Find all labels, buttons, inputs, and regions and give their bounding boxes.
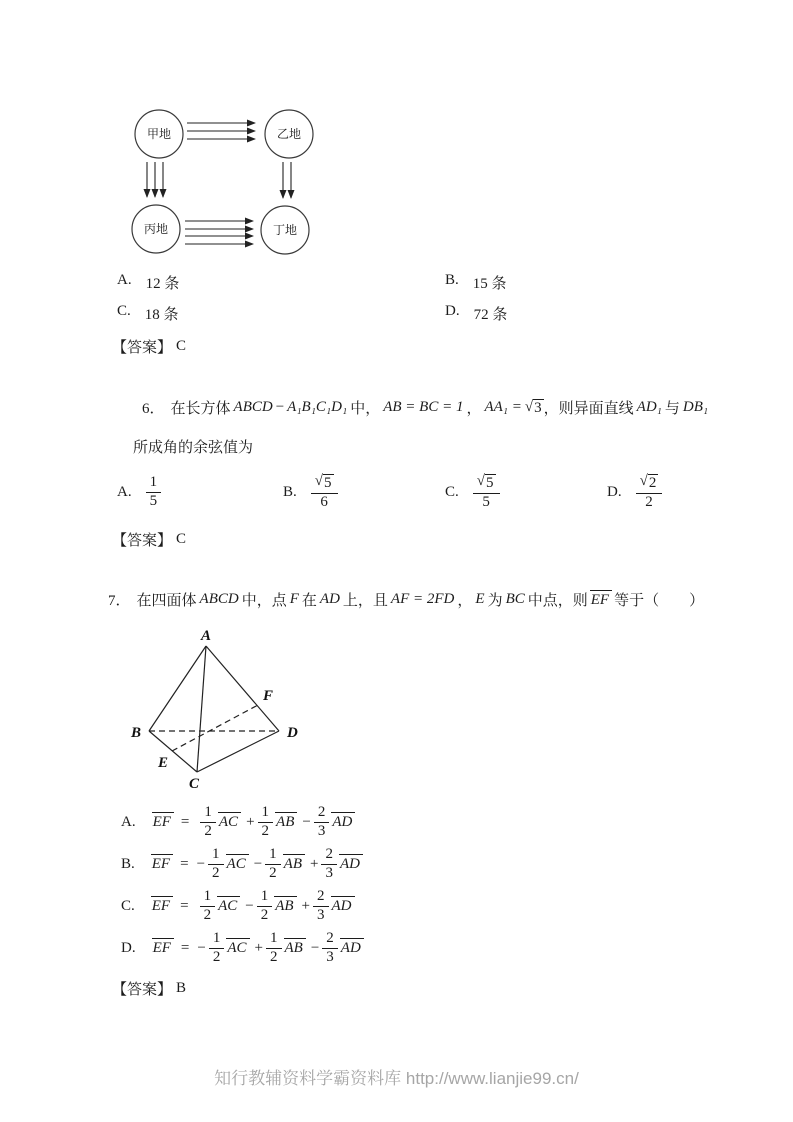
option-label: C. xyxy=(117,303,131,319)
fraction-denominator: 3 xyxy=(326,948,334,965)
answer-letter: C xyxy=(176,338,187,354)
stem-text: 中点，则 xyxy=(527,593,588,609)
option-label: D. xyxy=(121,939,136,956)
radical-sign: √ xyxy=(524,398,534,415)
node-bingdi-label: 丙地 xyxy=(143,222,169,236)
fraction xyxy=(313,889,329,924)
fraction-numerator: 1 xyxy=(200,805,216,823)
vector-ef: EF xyxy=(151,854,173,873)
option-text: 18 条 xyxy=(144,307,179,323)
edge-ac xyxy=(197,646,206,772)
vertex-label-b: B xyxy=(130,725,141,741)
arrows-jia-to-yi xyxy=(187,123,255,139)
fraction-numerator: 1 xyxy=(258,805,274,823)
fraction-numerator: 2 xyxy=(314,805,330,823)
fraction xyxy=(200,889,216,924)
term-sign: + xyxy=(254,939,263,956)
option-label: D. xyxy=(607,483,622,500)
q6-option-c xyxy=(445,468,500,516)
math-ad: AD xyxy=(319,591,340,607)
fraction-denominator: 2 xyxy=(269,864,277,881)
fraction-denominator: 5 xyxy=(482,493,490,510)
radicand: 2 xyxy=(648,474,657,491)
fraction xyxy=(321,847,337,882)
fraction-numerator: 1 xyxy=(146,475,162,493)
question-number: 7． xyxy=(108,593,131,609)
q6-stem-line2: 所成角的余弦值为 xyxy=(133,440,254,456)
arrows-bing-to-ding xyxy=(185,221,253,244)
vertex-label-e: E xyxy=(157,755,168,771)
fraction-denominator: 3 xyxy=(325,864,333,881)
option-text: 15 条 xyxy=(472,276,507,292)
option-label: C. xyxy=(445,483,459,500)
answer-prefix: 【答案】 xyxy=(112,533,173,549)
q7-stem xyxy=(108,589,704,610)
fraction-numerator: 2 xyxy=(321,847,337,865)
vector-ad: AD xyxy=(340,938,364,957)
answer-prefix: 【答案】 xyxy=(112,340,173,356)
fraction xyxy=(322,931,338,966)
stem-text: 中，点 xyxy=(241,593,287,609)
fraction-denominator: 5 xyxy=(149,492,158,509)
term-sign: − xyxy=(245,897,254,914)
tetrahedron-figure xyxy=(130,628,310,796)
edge-bc xyxy=(149,731,197,772)
stem-text: ， xyxy=(466,401,482,417)
stem-text: ， xyxy=(457,593,473,609)
stem-text: 在长方体 xyxy=(170,401,231,417)
minus-sign: − xyxy=(275,399,285,415)
option-label: B. xyxy=(121,855,135,872)
vector-ac: AC xyxy=(218,812,241,831)
math-ad1: AD₁ xyxy=(636,399,662,415)
fraction xyxy=(473,474,500,511)
fraction xyxy=(314,805,330,840)
fraction-denominator: 2 xyxy=(270,948,278,965)
fraction-numerator: 1 xyxy=(209,931,225,949)
fraction-numerator: 1 xyxy=(208,847,224,865)
stem-text: 在 xyxy=(301,593,317,609)
q6-option-d xyxy=(607,468,662,516)
q5-option-a xyxy=(117,272,179,293)
term-sign: − xyxy=(196,855,206,872)
fraction-numerator: 1 xyxy=(257,889,273,907)
fraction xyxy=(200,805,216,840)
fraction-denominator: 3 xyxy=(317,822,326,839)
math-ab-bc: AB = BC = 1 xyxy=(383,399,464,415)
answer-letter: B xyxy=(176,980,187,996)
fraction-denominator: 2 xyxy=(203,906,212,923)
vector-ab: AB xyxy=(275,812,297,831)
route-network-figure xyxy=(125,100,325,265)
math-abcd: ABCD xyxy=(199,591,239,607)
fraction-numerator xyxy=(311,474,338,494)
footer-watermark: 知行教辅资料学霸资料库 http://www.lianjie99.cn/ xyxy=(214,1069,579,1088)
radicand: 3 xyxy=(534,399,542,416)
fraction xyxy=(208,847,224,882)
fraction-numerator: 1 xyxy=(266,931,282,949)
fraction xyxy=(265,847,281,882)
vertex-label-d: D xyxy=(287,725,298,741)
math-af-2fd: AF = 2FD xyxy=(390,591,455,607)
math-f: F xyxy=(289,591,299,607)
q5-option-b xyxy=(445,272,507,293)
stem-text: 等于（ ） xyxy=(614,593,705,609)
equals-sign: = xyxy=(180,855,189,872)
math-aa1: AA₁ = xyxy=(484,399,522,415)
term-sign: − xyxy=(253,855,263,872)
vector-ab: AB xyxy=(284,938,306,957)
option-label: B. xyxy=(445,272,459,288)
vector-ac: AC xyxy=(226,938,249,957)
vertex-label-c: C xyxy=(188,776,200,792)
option-label: A. xyxy=(117,272,132,288)
q7-option-a xyxy=(121,801,357,843)
fraction-numerator: 1 xyxy=(265,847,281,865)
stem-text: 中， xyxy=(350,401,381,417)
fraction-numerator xyxy=(636,474,663,494)
vertex-label-a: A xyxy=(200,628,212,644)
option-label: D. xyxy=(445,303,460,319)
term-sign: − xyxy=(197,939,206,956)
fraction-numerator xyxy=(473,474,500,494)
vector-ef: EF xyxy=(152,812,174,831)
math-a1b1c1d1: A₁B₁C₁D₁ xyxy=(287,399,348,415)
question-number: 6． xyxy=(142,401,165,417)
term-sign: − xyxy=(302,813,311,830)
vector-ad: AD xyxy=(331,896,355,915)
fraction-denominator: 2 xyxy=(645,493,653,510)
arrows-yi-to-ding xyxy=(283,162,291,198)
option-label: C. xyxy=(121,897,135,914)
node-yidi-label: 乙地 xyxy=(276,127,302,141)
q6-option-b xyxy=(283,468,338,516)
answer-letter: C xyxy=(176,531,187,547)
term-sign: − xyxy=(310,939,320,956)
math-abcd: ABCD xyxy=(233,399,273,415)
node-jiadi-label: 甲地 xyxy=(146,127,172,141)
vector-ac: AC xyxy=(217,896,240,915)
fraction xyxy=(636,474,663,511)
q5-option-d xyxy=(445,303,507,324)
fraction-numerator: 2 xyxy=(313,889,329,907)
radical-sign: √ xyxy=(639,472,648,489)
q7-option-c xyxy=(121,885,357,927)
equals-sign: = xyxy=(180,939,190,956)
vector-ad: AD xyxy=(331,812,355,831)
equals-sign: = xyxy=(180,897,189,914)
q6-stem-line1 xyxy=(142,397,711,418)
math-db1: DB₁ xyxy=(682,399,709,415)
fraction-denominator: 2 xyxy=(260,906,269,923)
stem-text: 与 xyxy=(664,401,680,417)
fraction xyxy=(146,475,162,510)
fraction-numerator: 1 xyxy=(200,889,216,907)
fraction-denominator: 2 xyxy=(212,948,221,965)
term-sign: + xyxy=(310,855,319,872)
radicand: 5 xyxy=(486,474,494,491)
q7-option-d xyxy=(121,927,366,969)
vector-ab: AB xyxy=(274,896,296,915)
option-label: B. xyxy=(283,483,297,500)
fraction-denominator: 6 xyxy=(320,493,328,510)
option-label: A. xyxy=(117,483,132,500)
edge-cd xyxy=(197,731,279,772)
math-bc: BC xyxy=(505,591,525,607)
q5-answer xyxy=(112,336,186,357)
vertex-label-f: F xyxy=(263,688,274,704)
edge-ab xyxy=(149,646,206,731)
stem-text: ，则异面直线 xyxy=(543,401,634,417)
vector-ef: EF xyxy=(151,896,173,915)
fraction-denominator: 2 xyxy=(212,864,220,881)
segment-ef-dashed xyxy=(172,705,258,751)
vector-ab: AB xyxy=(283,854,305,873)
vector-ef: EF xyxy=(152,938,174,957)
q5-option-c xyxy=(117,303,179,324)
stem-text: 为 xyxy=(487,593,503,609)
option-text: 72 条 xyxy=(473,307,508,323)
q6-answer xyxy=(112,529,186,550)
radicand: 5 xyxy=(324,474,332,491)
vector-ac: AC xyxy=(226,854,249,873)
fraction xyxy=(311,474,338,511)
fraction xyxy=(209,931,225,966)
q6-option-a xyxy=(117,468,161,516)
q7-answer xyxy=(112,978,186,999)
fraction xyxy=(258,805,274,840)
radical-sign: √ xyxy=(314,472,323,489)
fraction-denominator: 2 xyxy=(204,822,212,839)
fraction-numerator: 2 xyxy=(322,931,338,949)
math-e: E xyxy=(475,591,485,607)
term-sign: + xyxy=(301,897,310,914)
q7-option-b xyxy=(121,843,365,885)
fraction-denominator: 3 xyxy=(317,906,325,923)
stem-text: 在四面体 xyxy=(136,593,197,609)
vector-ad: AD xyxy=(339,854,363,873)
answer-prefix: 【答案】 xyxy=(112,982,173,998)
equals-sign: = xyxy=(180,813,190,830)
vector-ef: EF xyxy=(590,590,612,609)
option-text: 12 条 xyxy=(145,276,180,292)
fraction xyxy=(266,931,282,966)
term-sign: + xyxy=(246,813,255,830)
fraction-denominator: 2 xyxy=(261,822,270,839)
fraction xyxy=(257,889,273,924)
option-label: A. xyxy=(121,813,136,830)
stem-text: 上，且 xyxy=(342,593,388,609)
node-dingdi-label: 丁地 xyxy=(272,223,298,237)
radical-sign: √ xyxy=(476,472,485,489)
arrows-jia-to-bing xyxy=(147,162,163,197)
